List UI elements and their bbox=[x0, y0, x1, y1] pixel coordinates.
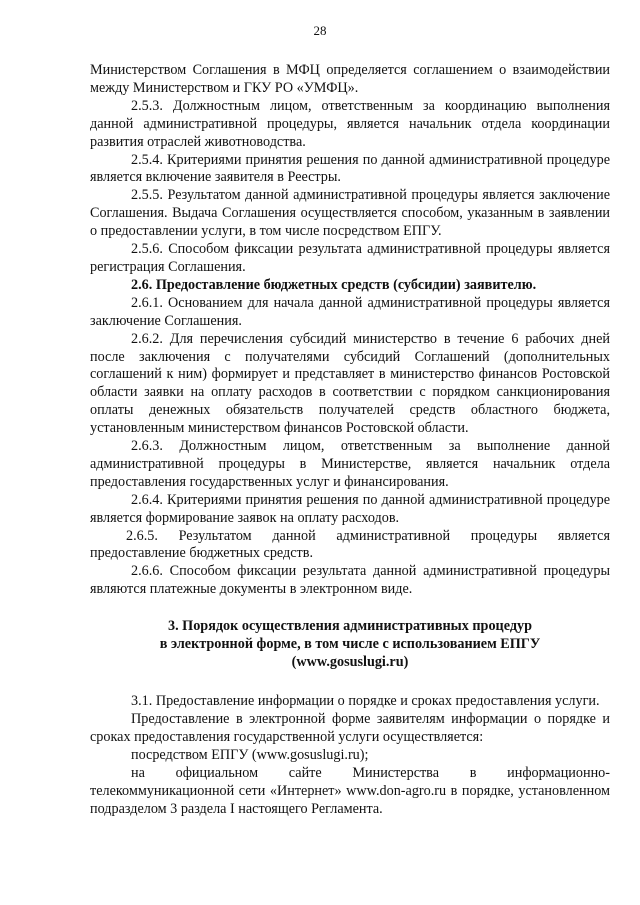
paragraph: 2.6.5. Результатом данной административной процедуры является предоставление бюджетных средств. bbox=[90, 527, 610, 562]
paragraph: 2.5.3. Должностным лицом, ответственным за координацию выполнения данной административной процедуры, является начальник отдела координации развития отраслей животноводства. bbox=[90, 97, 610, 150]
paragraph: 2.5.4. Критериями принятия решения по данной административной процедуре является включение заявителя в Реестры. bbox=[90, 151, 610, 186]
page-number: 28 bbox=[313, 23, 327, 38]
section-title-line: (www.gosuslugi.ru) bbox=[291, 654, 409, 671]
paragraph: на официальном сайте Министерства в информационно-телекоммуникационной сети «Интернет» www.don-agro.ru в порядке, установленном подразделом 3 раздела I настоящего Регламента. bbox=[90, 764, 610, 817]
subsection-heading: 2.6. Предоставление бюджетных средств (субсидии) заявителю. bbox=[131, 276, 537, 293]
paragraph: Предоставление в электронной форме заявителям информации о порядке и сроках предоставления государственной услуги осуществляется: bbox=[90, 711, 610, 745]
paragraph: 2.6.1. Основанием для начала данной административной процедуры является заключение Соглашения. bbox=[90, 294, 610, 329]
section-title bbox=[90, 617, 610, 671]
section-title-line: 3. Порядок осуществления административных процедур bbox=[167, 618, 532, 635]
paragraph: 2.6.6. Способом фиксации результата данной административной процедуры являются платежные документы в электронном виде. bbox=[90, 563, 610, 598]
paragraph: 2.5.5. Результатом данной административной процедуры является заключение Соглашения. Выдача Соглашения осуществляется способом, указанным в заявлении о предоставлении услуги, в том числе посредством ЕПГУ. bbox=[90, 187, 610, 240]
paragraph: 2.5.6. Способом фиксации результата административной процедуры является регистрация Соглашения. bbox=[90, 241, 610, 275]
paragraph: 2.6.3. Должностным лицом, ответственным за выполнение данной административной процедуры в Министерстве, является начальник отдела предоставления государственных услуг и финансирования. bbox=[90, 438, 610, 490]
paragraph: 3.1. Предоставление информации о порядке и сроках предоставления услуги. bbox=[131, 693, 600, 710]
section-title-line: в электронной форме, в том числе с использованием ЕПГУ bbox=[159, 636, 541, 653]
page-body bbox=[90, 62, 610, 819]
paragraph: посредством ЕПГУ (www.gosuslugi.ru); bbox=[131, 746, 369, 763]
paragraph: Министерством Соглашения в МФЦ определяется соглашением о взаимодействии между Министерством и ГКУ РО «УМФЦ». bbox=[90, 62, 610, 96]
paragraph: 2.6.2. Для перечисления субсидий министерство в течение 6 рабочих дней после заключения с получателями субсидий Соглашений (дополнительных соглашений к ним) формирует и представляет в министерство финансов Ростовской области заявки на оплату расходов в соответствии с порядком санкционирования оплаты денежных обязательств получателей средств областного бюджета, установленным министерством финансов Ростовской области. bbox=[90, 330, 610, 437]
paragraph: 2.6.4. Критериями принятия решения по данной административной процедуре является формирование заявок на оплату расходов. bbox=[90, 491, 610, 526]
